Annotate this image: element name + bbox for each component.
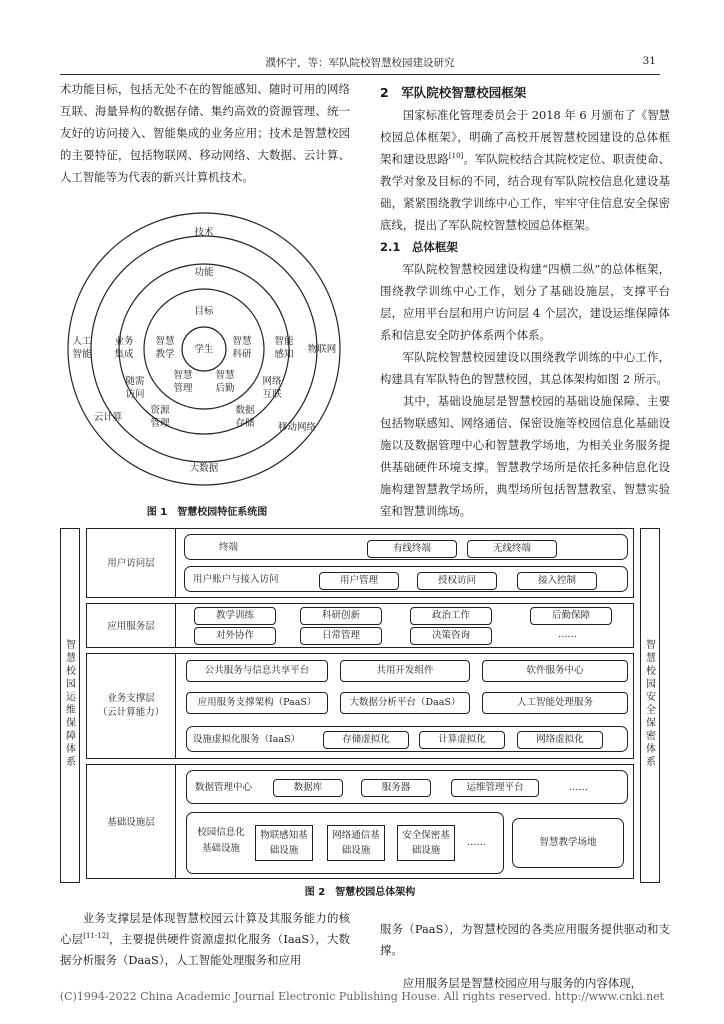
business-support-sublabel: （云计算能力） [97, 707, 165, 718]
item-iot: 物联网 [307, 344, 337, 355]
ops-guarantee-system [60, 528, 80, 883]
item-access-1: 随需 [125, 376, 145, 387]
app-research: 科研创新 [300, 607, 382, 625]
iaas-label: 设施虚拟化服务（IaaS） [193, 734, 301, 745]
label-goal: 目标 [194, 306, 214, 317]
app-teaching: 教学训练 [194, 607, 276, 625]
citation-11-12: [11-12] [83, 932, 109, 941]
label-core: 学生 [194, 344, 214, 355]
business-support-label: 业务支撑层 [107, 693, 155, 704]
right-paragraph-3: 军队院校智慧校园建设以围绕教学训练的中心工作，构建具有军队特色的智慧校园，其总体架构如图 2 所示。 [380, 350, 670, 386]
label-technology: 技术 [194, 227, 214, 238]
dc-more: …… [569, 782, 588, 793]
infrastructure-label: 基础设施层 [107, 817, 155, 828]
data-center-label: 数据管理中心 [195, 782, 253, 793]
item-store-2: 存储 [235, 418, 255, 429]
figure-1-caption: 图 1 智慧校园特征系统图 [146, 507, 268, 518]
iot-infra: 物联感知基础设施 [255, 825, 313, 861]
software-service-center: 软件服务中心 [482, 660, 628, 682]
app-political: 政治工作 [410, 607, 492, 625]
subsection-title: 2.1 总体框架 [380, 240, 458, 254]
public-service-platform: 公共服务与信息共享平台 [186, 660, 328, 682]
access-row [184, 566, 628, 592]
campus-infra-box [186, 812, 504, 874]
item-access-2: 访问 [125, 389, 145, 400]
security-infra: 安全保密基础设施 [397, 825, 455, 861]
item-sense-2: 感知 [274, 349, 294, 360]
left-paragraph: 术功能目标，包括无处不在的智能感知、随时可用的网络互联、海量异构的数据存储、集约高效的资源管理、统一友好的访问接入、智能集成的业务应用；技术是智慧校园的主要特征，包括物联网、移动网络、大数据、云计算、人工智能等为代表的新兴计算机技术。 [60, 82, 350, 184]
storage-virtualization: 存储虚拟化 [323, 731, 409, 749]
right-paragraph-4: 其中，基础设施层是智慧校园的基础设施保障、主要包括物联感知、网络通信、保密设施等校园信息化基础设施以及数据管理中心和智慧教学场地，为相关业务服务提供基础硬件环境支撑。智慧教学场所是依托多种信息化设施构建智慧教学场所，典型场所包括智慧教室、智慧实验室和智慧训练场。 [380, 394, 670, 518]
item-res-2: 管理 [150, 418, 170, 429]
network-infra: 网络通信基础设施 [327, 825, 385, 861]
network-virtualization: 网络虚拟化 [517, 731, 603, 749]
ops-platform: 运维管理平台 [451, 779, 539, 797]
smart-teaching-site-label: 智慧教学场地 [539, 837, 597, 848]
campus-infra-label: 校园信息化基础设施 [197, 827, 245, 854]
item-store-1: 数据 [235, 405, 255, 416]
app-service-label: 应用服务层 [107, 621, 155, 632]
item-logistics-1: 智慧 [215, 370, 235, 381]
item-net-2: 互联 [262, 389, 282, 400]
citation-10: [10] [448, 152, 464, 161]
right-paragraph-2: 军队院校智慧校园建设构建“四横二纵”的总体框架，围绕教学训练中心工作，划分了基础设施层，支撑平台层，应用平台层和用户访问层 4 个层次，建设运维保障体系和信息安全防护体系两个体系。 [380, 262, 670, 342]
item-res-1: 资源 [150, 405, 170, 416]
item-sense-1: 智能 [274, 336, 294, 347]
app-decision: 决策咨询 [410, 627, 492, 645]
bottom-left-paragraph: 业务支撑层是体现智慧校园云计算及其服务能力的核心层[11-12]，主要提供硬件资源虚拟化服务（IaaS），大数据分析服务（DaaS），人工智能处理服务和应用 [60, 911, 350, 967]
user-management: 用户管理 [319, 572, 399, 590]
item-teach-2: 教学 [155, 349, 175, 360]
app-more: …… [558, 629, 577, 640]
daas-platform: 大数据分析平台（DaaS） [340, 692, 470, 714]
item-mobile: 移动网络 [277, 422, 317, 433]
item-biz-1: 业务 [114, 336, 134, 347]
common-dev-components: 共用开发组件 [340, 660, 470, 682]
wireless-terminal: 无线终端 [467, 540, 557, 558]
label-function: 功能 [194, 267, 214, 278]
figure-1 [62, 212, 352, 492]
figure-2 [60, 525, 660, 890]
terminal-label: 终端 [219, 542, 239, 553]
ops-guarantee-label: 智慧校园运维保障体系 [66, 640, 76, 768]
item-ai-2: 智能 [72, 349, 92, 360]
app-external: 对外协作 [194, 627, 276, 645]
item-logistics-2: 后勤 [215, 383, 235, 394]
authorized-access: 授权访问 [417, 572, 497, 590]
section-title: 2 军队院校智慧校园框架 [380, 85, 527, 100]
app-logistics: 后勤保障 [530, 607, 612, 625]
data-center-row [186, 770, 628, 804]
bottom-right-paragraph-2: 应用服务层是智慧校园应用与服务的内容体现， [402, 975, 643, 990]
business-support-label-box [86, 653, 176, 759]
label-bigdata: 大数据 [189, 463, 219, 474]
running-header [60, 50, 660, 75]
terminal-row [184, 534, 628, 560]
security-label: 智慧校园安全保密体系 [646, 640, 656, 768]
access-control: 接入控制 [517, 572, 597, 590]
figure-1-diagram [62, 212, 352, 492]
item-teach-1: 智慧 [155, 336, 175, 347]
copyright-footer: (C)1994-2022 China Academic Journal Electronic Publishing House. All rights reserved. http://www.cnki.net [59, 990, 665, 1003]
item-mgmt-2: 管理 [173, 383, 193, 394]
paas-architecture: 应用服务支撑架构（PaaS） [186, 692, 328, 714]
bottom-right-paragraph-1: 服务（PaaS），为智慧校园的各类应用服务提供驱动和支撑。 [380, 922, 670, 958]
database: 数据库 [273, 779, 343, 797]
compute-virtualization: 计算虚拟化 [419, 731, 505, 749]
security-system [640, 528, 660, 883]
right-paragraph-1: 国家标准化管理委员会于 2018 年 6 月颁布了《智慧校园总体框架》，明确了高校开展智慧校园建设的总体框架和建设思路[10]。军队院校结合其院校定位、职责使命、教学对象及目标的不同，结合现有军队院校信息化建设基础，紧紧围绕教学训练中心工作，牢牢守住信息安全保密底线，提出了军队院校智慧校园总体框架。 [380, 108, 670, 232]
item-mgmt-1: 智慧 [173, 370, 193, 381]
item-ai-1: 人工 [72, 336, 92, 347]
user-access-label: 用户访问层 [107, 558, 155, 569]
item-net-1: 网络 [262, 376, 282, 387]
ai-processing-service: 人工智能处理服务 [482, 692, 628, 714]
app-daily: 日常管理 [300, 627, 382, 645]
campus-more: …… [467, 837, 486, 848]
page-number: 31 [642, 55, 656, 67]
iaas-row [186, 726, 628, 752]
app-service-label-box [86, 603, 176, 648]
server: 服务器 [361, 779, 431, 797]
running-title: 濮怀宇，等：军队院校智慧校园建设研究 [265, 57, 455, 69]
item-biz-2: 集成 [114, 349, 134, 360]
item-research-1: 智慧 [232, 336, 252, 347]
smart-teaching-site [512, 818, 624, 868]
figure-2-caption: 图 2 智慧校园总体架构 [304, 887, 416, 898]
left-column [60, 78, 350, 188]
wired-terminal: 有线终端 [367, 540, 457, 558]
infrastructure-label-box [86, 764, 176, 879]
item-cloud: 云计算 [93, 412, 123, 423]
item-research-2: 科研 [232, 349, 252, 360]
right-column [380, 82, 670, 522]
user-access-label-box [86, 528, 176, 598]
access-label: 用户账户与接入访问 [193, 574, 279, 585]
